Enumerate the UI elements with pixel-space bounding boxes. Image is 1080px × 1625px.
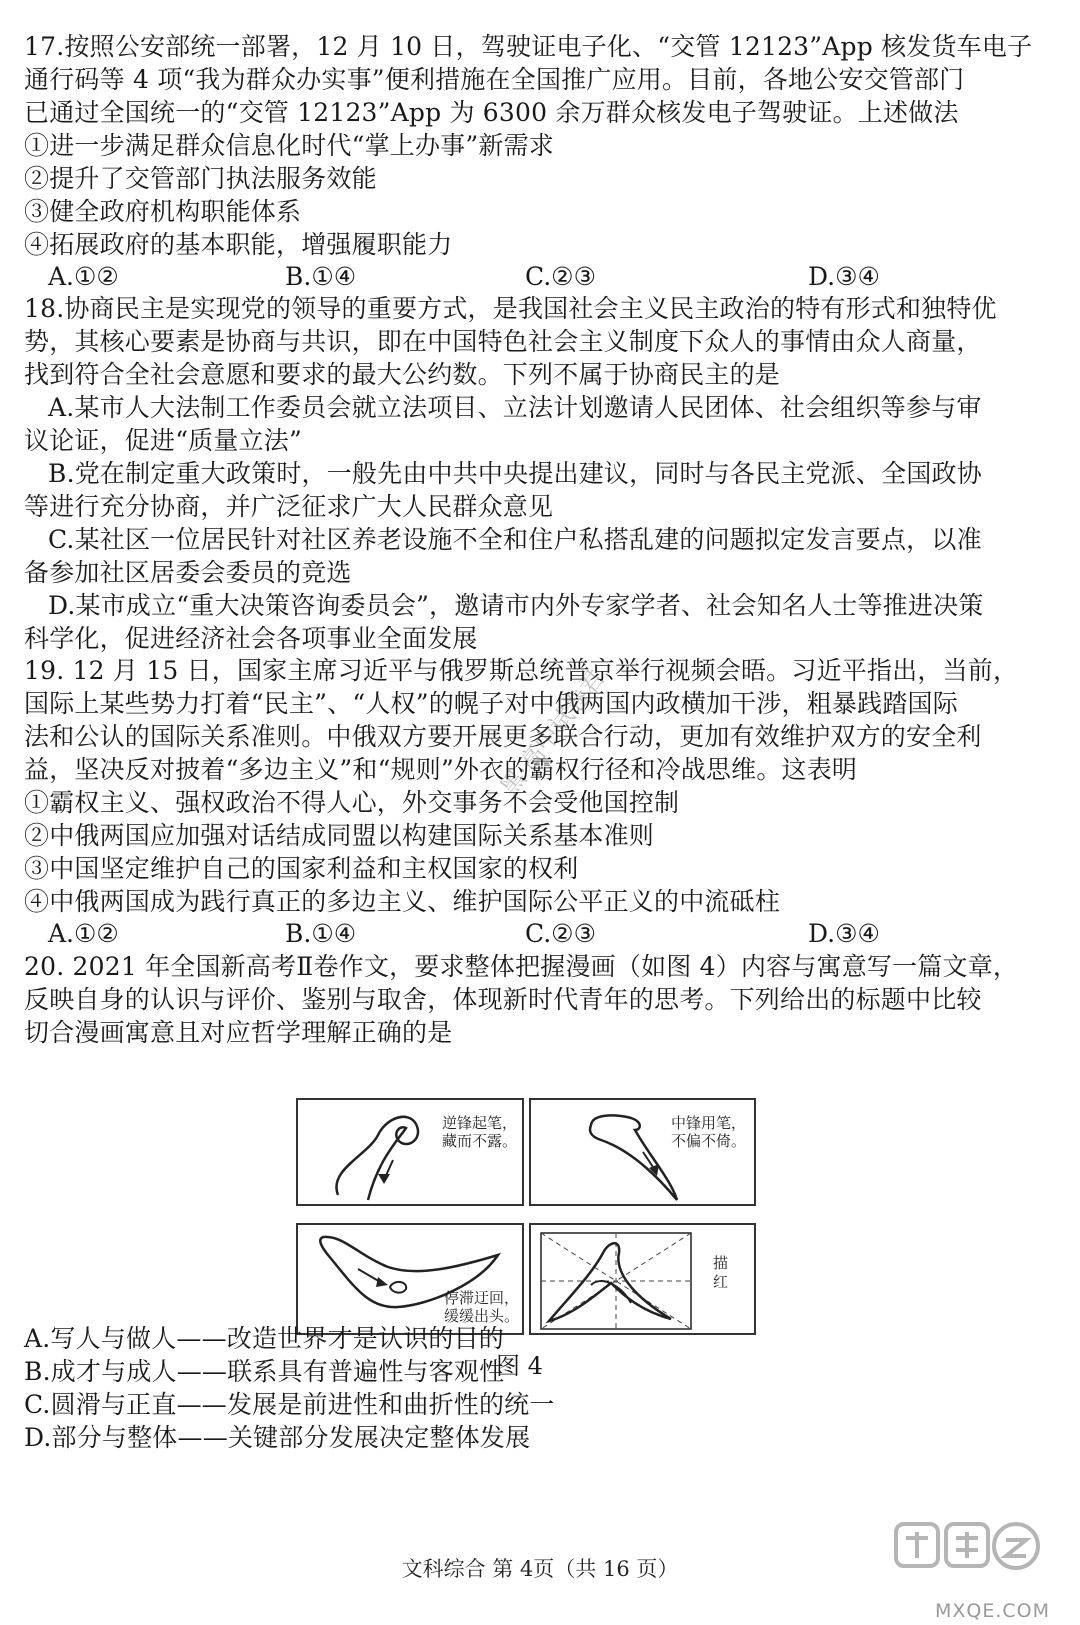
q19-option-b: B.①④ [285, 919, 357, 948]
q19-statement-4: ④中俄两国成为践行真正的多边主义、维护国际公平正义的中流砥柱 [24, 887, 781, 916]
site-logo-icon [892, 1518, 1042, 1608]
q19-line-4: 益，坚决反对披着“多边主义”和“规则”外衣的霸权行径和冷战思维。这表明 [24, 755, 858, 784]
q20-line-1: 20. 2021 年全国新高考Ⅱ卷作文，要求整体把握漫画（如图 4）内容与寓意写一篇文章， [24, 952, 1019, 981]
q19-statement-1: ①霸权主义、强权政治不得人心，外交事务不会受他国控制 [24, 788, 680, 817]
figure-panel-pause-stroke [296, 1223, 524, 1335]
q20-option-c: C.圆滑与正直——发展是前进性和曲折性的统一 [24, 1390, 555, 1419]
q18-option-b-line-2: 等进行充分协商，并广泛征求广大人民群众意见 [24, 492, 554, 521]
site-logo-text: MXQE.COM [934, 1600, 1050, 1622]
q17-line-2: 通行码等 4 项“我为群众办实事”便利措施在全国推广应用。目前，各地公安交管部门 [24, 65, 965, 94]
q18-line-2: 势，其核心要素是协商与共识，即在中国特色社会主义制度下众人的事情由众人商量， [24, 327, 982, 356]
panel2-note-line-1: 中锋用笔， [671, 1114, 747, 1132]
q19-statement-3: ③中国坚定维护自己的国家利益和主权国家的权利 [24, 854, 579, 883]
page-footer: 文科综合 第 4页（共 16 页） [401, 1557, 679, 1581]
q18-option-c-line-1: C.某社区一位居民针对社区养老设施不全和住户私搭乱建的问题拟定发言要点，以准 [48, 525, 982, 554]
q17-option-c: C.②③ [525, 262, 597, 291]
watermark: 黑·高中试卷君 [494, 664, 611, 801]
figure-panel-center-stroke [529, 1098, 756, 1206]
q17-statement-3: ③健全政府机构职能体系 [24, 197, 302, 226]
q17-option-a: A.①② [48, 262, 119, 291]
q19-option-d: D.③④ [808, 919, 880, 948]
q19-options [48, 917, 1048, 950]
q19-line-2: 国际上某些势力打着“民主”、“人权”的幌子对中俄两国内政横加干涉，粗暴践踏国际 [24, 689, 958, 718]
figure-panel-reverse-stroke [296, 1098, 524, 1206]
q18-line-1: 18.协商民主是实现党的领导的重要方式，是我国社会主义民主政治的特有形式和独特优 [24, 294, 997, 323]
q18-option-a-line-1: A.某市人大法制工作委员会就立法项目、立法计划邀请人民团体、社会组织等参与审 [48, 393, 982, 422]
panel3-note-line-2: 缓缓出头。 [444, 1307, 520, 1325]
q17-statement-2: ②提升了交管部门执法服务效能 [24, 164, 377, 193]
q17-option-b: B.①④ [285, 262, 357, 291]
panel3-note-line-1: 停滞迂回， [444, 1289, 520, 1307]
q18-option-a-line-2: 议论证，促进“质量立法” [24, 426, 302, 455]
q20-option-a: A.写人与做人——改造世界才是认识的目的 [24, 1324, 505, 1353]
panel2-note-line-2: 不偏不倚。 [671, 1132, 747, 1150]
q18-option-d-line-1: D.某市成立“重大决策咨询委员会”，邀请市内外专家学者、社会知名人士等推进决策 [48, 591, 984, 620]
q17-statement-4: ④拓展政府的基本职能，增强履职能力 [24, 230, 453, 259]
q17-options [48, 260, 1048, 293]
q18-option-b-line-1: B.党在制定重大政策时，一般先由中共中央提出建议，同时与各民主党派、全国政协 [48, 459, 982, 488]
figure-caption: 图 4 [496, 1352, 543, 1380]
q19-statement-2: ②中俄两国应加强对话结成同盟以构建国际关系基本准则 [24, 821, 655, 850]
q19-option-c: C.②③ [525, 919, 597, 948]
q18-option-d-line-2: 科学化，促进经济社会各项事业全面发展 [24, 624, 478, 653]
panel1-note-line-2: 藏而不露。 [442, 1132, 518, 1150]
figure-panel-tracing [529, 1223, 756, 1335]
q17-statement-1: ①进一步满足群众信息化时代“掌上办事”新需求 [24, 131, 554, 160]
q18-line-3: 找到符合全社会意愿和要求的最大公约数。下列不属于协商民主的是 [24, 360, 781, 389]
panel4-note: 描红 [711, 1255, 729, 1293]
q19-line-1: 19. 12 月 15 日，国家主席习近平与俄罗斯总统普京举行视频会晤。习近平指出，当前， [24, 656, 1019, 685]
q19-option-a: A.①② [48, 919, 119, 948]
q20-option-d: D.部分与整体——关键部分发展决定整体发展 [24, 1423, 531, 1452]
panel1-note-line-1: 逆锋起笔， [442, 1114, 518, 1132]
q18-option-c-line-2: 备参加社区居委会委员的竞选 [24, 558, 352, 587]
q20-option-b: B.成才与成人——联系具有普遍性与客观性 [24, 1357, 505, 1386]
q17-line-3: 已通过全国统一的“交管 12123”App 为 6300 余万群众核发电子驾驶证。上述做法 [24, 98, 959, 127]
q20-line-3: 切合漫画寓意且对应哲学理解正确的是 [24, 1018, 453, 1047]
q19-line-3: 法和公认的国际关系准则。中俄双方要开展更多联合行动，更加有效维护双方的安全利 [24, 722, 982, 751]
q17-option-d: D.③④ [808, 262, 880, 291]
q20-line-2: 反映自身的认识与评价、鉴别与取舍，体现新时代青年的思考。下列给出的标题中比较 [24, 985, 982, 1014]
q17-line-1: 17.按照公安部统一部署，12 月 10 日，驾驶证电子化、“交管 12123”App 核发货车电子 [24, 32, 1033, 61]
